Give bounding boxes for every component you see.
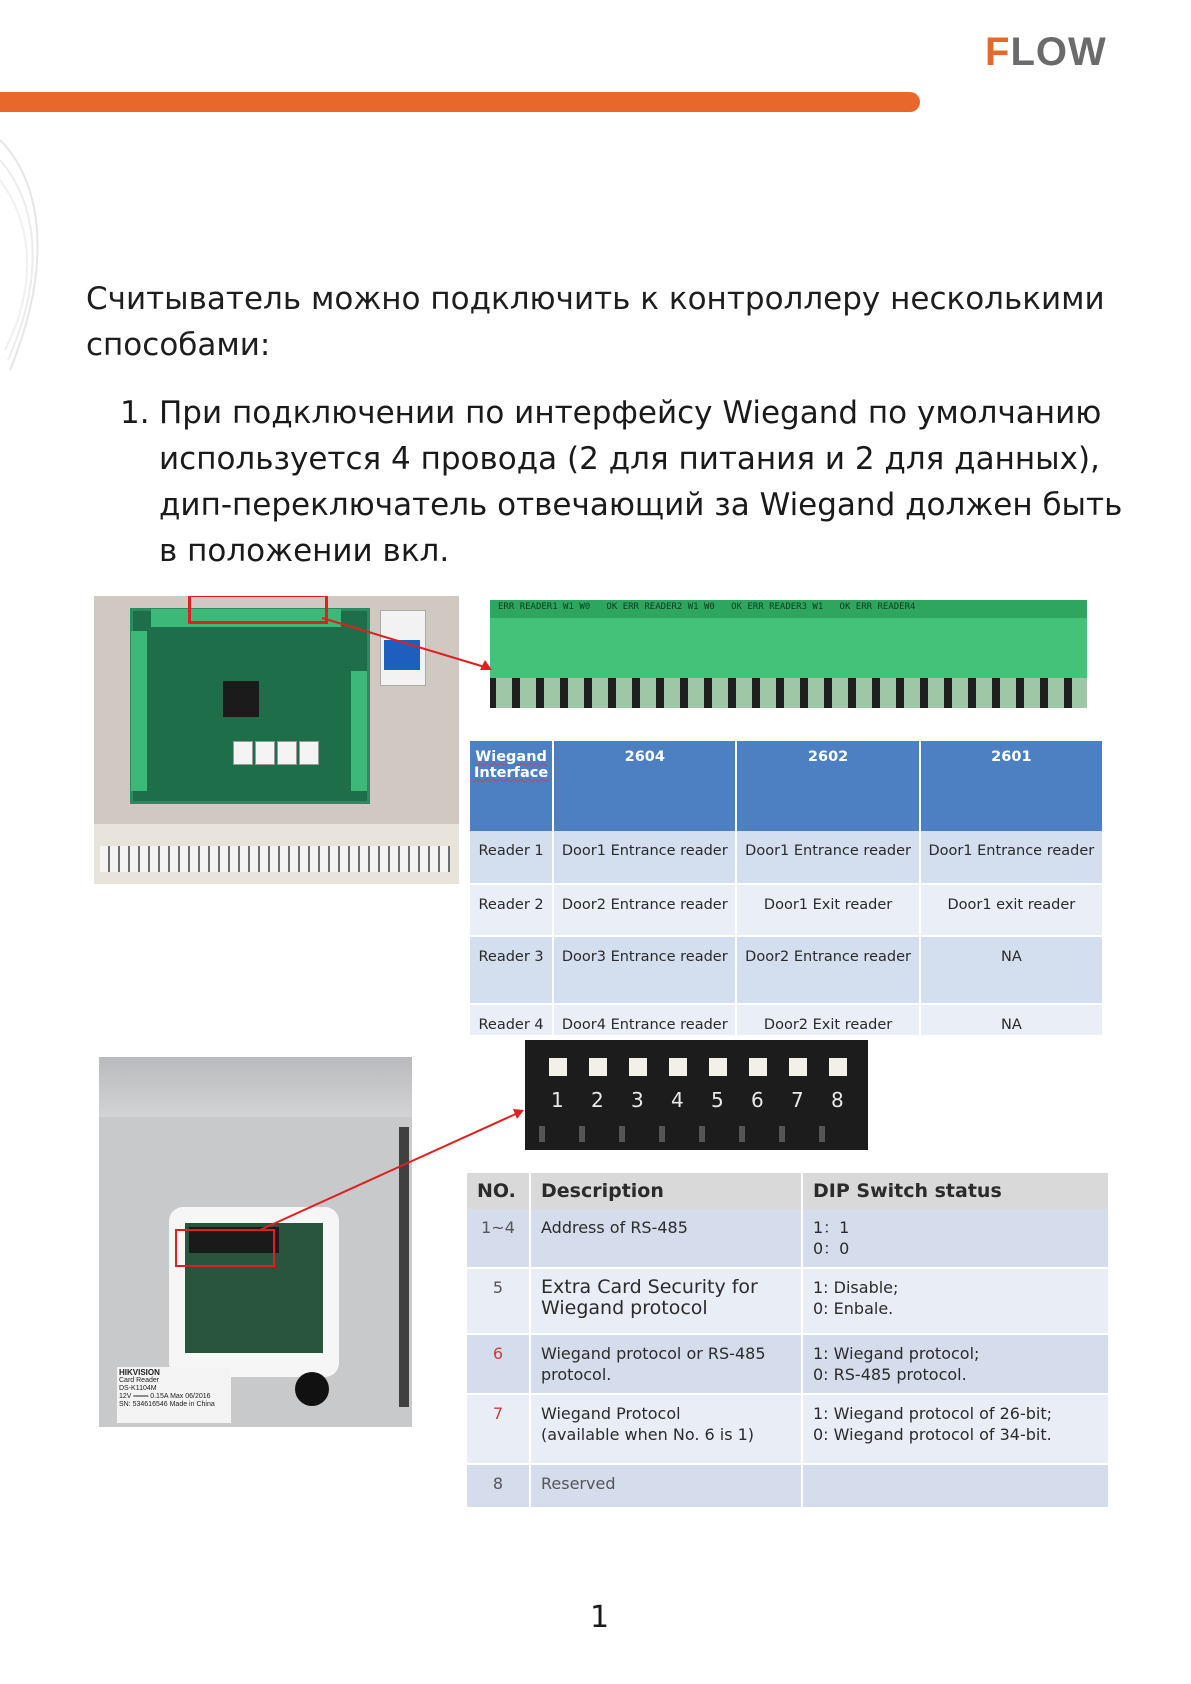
table-row: Reader 1 Door1 Entrance reader Door1 Entrance reader Door1 Entrance reader: [470, 831, 1103, 884]
decorative-swoosh: [0, 120, 70, 380]
list-item-text: При подключении по интерфейсу Wiegand по умолчанию используется 4 провода (2 для питания и 2 для данных), дип-переключатель отвечающий за Wiegand должен быть в положении вкл.: [159, 395, 1123, 569]
logo-text: LOW: [1010, 30, 1107, 74]
table-row: 7 Wiegand Protocol (available when No. 6 is 1) 1: Wiegand protocol of 26-bit; 0: Wiegand protocol of 34-bit.: [467, 1394, 1109, 1464]
annotation-arrow-1: [320, 616, 500, 676]
wiegand-interface-table: [470, 741, 1104, 1037]
table-header: 2602: [736, 741, 919, 831]
header-accent-bar: [0, 92, 920, 112]
dip-switch-table: [467, 1173, 1110, 1509]
table-header: 2601: [920, 741, 1103, 831]
intro-paragraph: Считыватель можно подключить к контроллеру несколькими способами:: [86, 281, 1105, 363]
table-row: Reader 4 Door4 Entrance reader Door2 Exit reader NA: [470, 1004, 1103, 1036]
reader-label-sticker: HIKVISION Card Reader DS-K1104M 12V ═══ 0.15A Max 06/2016 SN: 534616546 Made in China: [117, 1367, 231, 1423]
table-header: 2604: [553, 741, 736, 831]
table-row: 8 Reserved: [467, 1464, 1109, 1508]
terminal-closeup-photo: ERR READER1 W1 W0 OK ERR READER2 W1 W0 OK ERR READER3 W1 OK ERR READER4: [490, 600, 1087, 708]
table-row: 5 Extra Card Security for Wiegand protocol 1: Disable; 0: Enbale.: [467, 1268, 1109, 1334]
flow-logo: [985, 30, 1107, 75]
terminal-strip: [94, 824, 459, 884]
table-header: NO.: [467, 1173, 530, 1209]
table-row: Reader 3 Door3 Entrance reader Door2 Entrance reader NA: [470, 936, 1103, 1004]
list-item-number: 1.: [120, 395, 150, 431]
table-header: Description: [530, 1173, 802, 1209]
dip-switch-photo: 1 2 3 4 5 6 7 8: [525, 1040, 868, 1150]
page-number: 1: [590, 1600, 610, 1635]
table-header: DIP Switch status: [802, 1173, 1109, 1209]
table-row: 6 Wiegand protocol or RS-485 protocol. 1: Wiegand protocol; 0: RS-485 protocol.: [467, 1334, 1109, 1394]
table-row: Reader 2 Door2 Entrance reader Door1 Exit reader Door1 exit reader: [470, 884, 1103, 936]
table-row: 1~4 Address of RS-485 1：1 0：0: [467, 1209, 1109, 1268]
logo-f-mark: F: [985, 30, 1011, 74]
highlight-box: [188, 596, 328, 624]
table-header: Wiegand Interface: [470, 741, 553, 831]
